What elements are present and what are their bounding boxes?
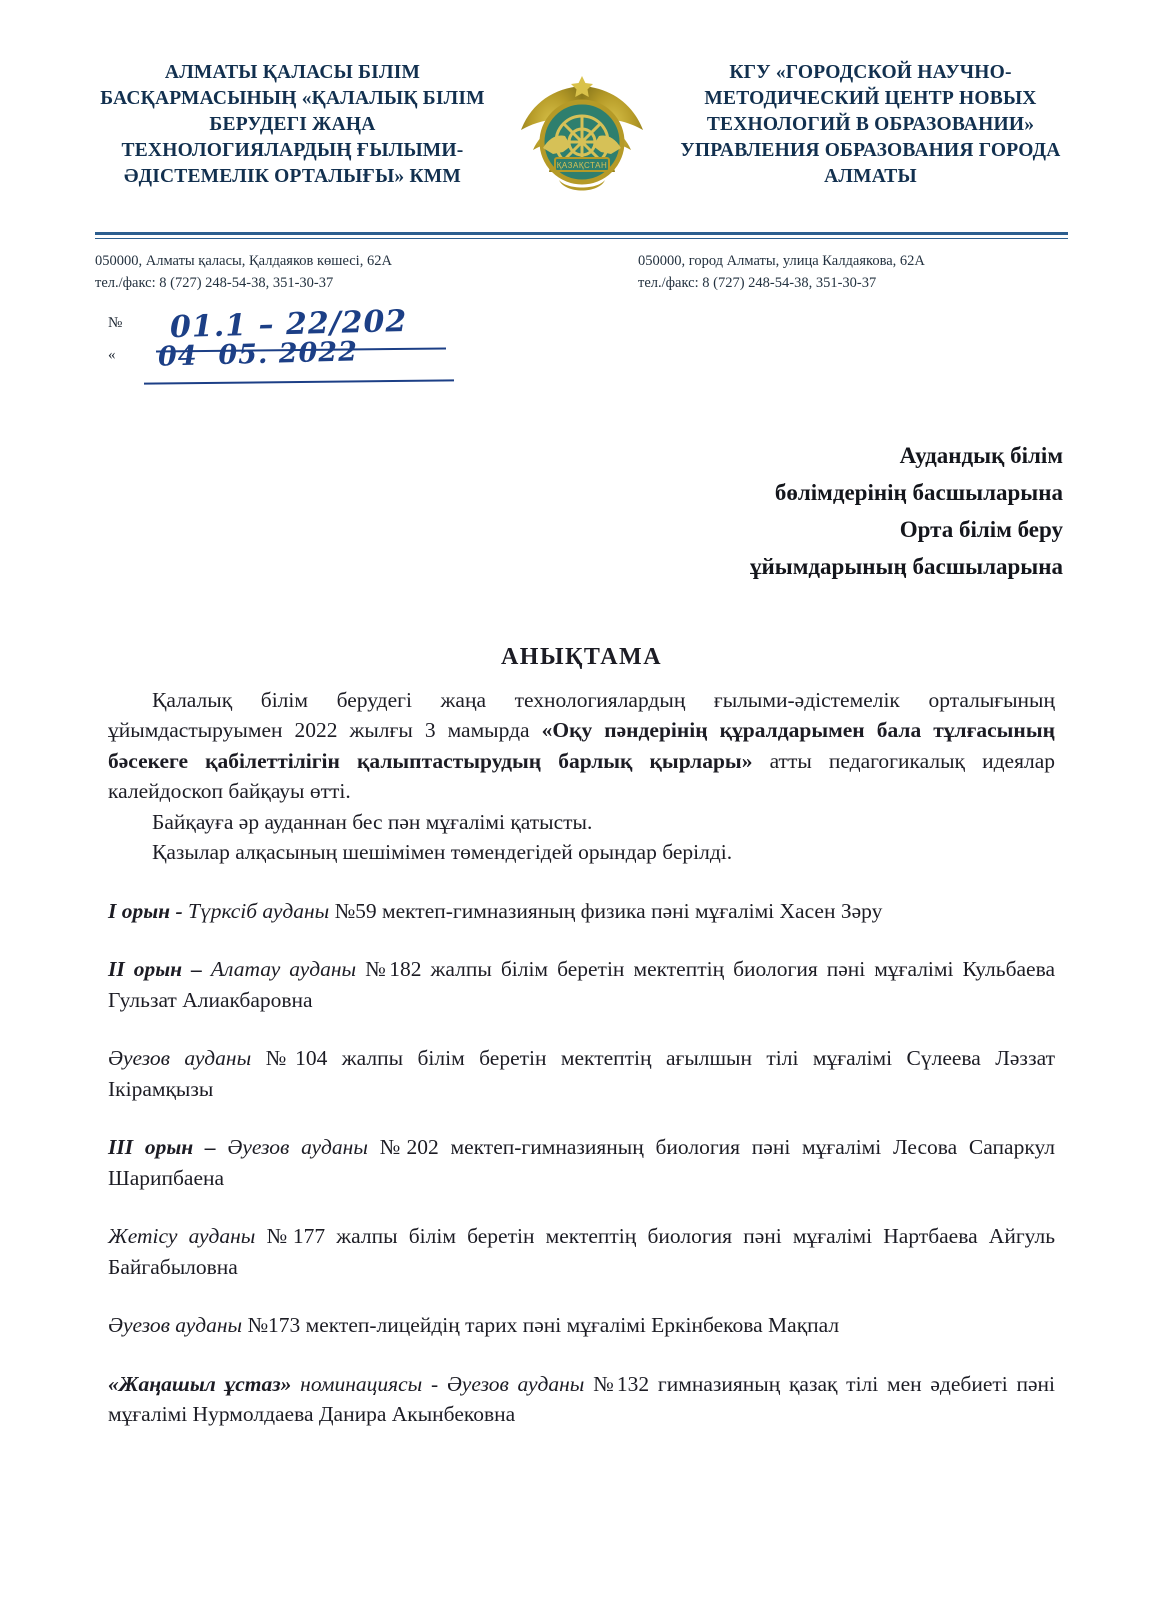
award-nomination-7: «Жаңашыл ұстаз» [108, 1371, 301, 1396]
contacts-row [0, 239, 1163, 295]
intro-paragraph [108, 685, 1055, 807]
header-divider [95, 232, 1068, 239]
award-item [108, 1043, 1055, 1104]
award-district-4: Әуезов ауданы [227, 1135, 380, 1160]
phone-ru: тел./факс: 8 (727) 248-54-38, 351-30-37 [638, 274, 877, 291]
addressee-line-2: бөлімдерінің басшыларына [774, 479, 1063, 505]
registration-number-value: 01.1 – 22/202 [169, 303, 408, 345]
intro-text-part1: Қалалық білім берудегі жаңа технологиялардың ғылыми-әдістемелік орталығының ұйымдастыруымен 2022 жылғы 3 мамырда [108, 687, 1055, 743]
registration-date-rule [144, 379, 454, 384]
participants-paragraph: Байқауға әр ауданнан бес пән мұғалімі қатысты. [152, 809, 593, 834]
contest-name: «Оқу пәндерінің құралдарымен бала тұлғасының бәсекеге қабілеттілігін қалыптастырудың барлық қырлары» [108, 718, 1055, 773]
award-detail-7: №132 гимназияның қазақ тілі мен әдебиеті пәні мұғалімі Нурмолдаева Данира Акынбековна [108, 1371, 1056, 1427]
award-detail-2: №182 жалпы білім беретін мектептің биология пәні мұғалімі Кульбаева Гульзат Алиакбаровна [108, 957, 1056, 1012]
intro-text-part2: атты педагогикалық идеялар калейдоскоп байқауы өтті. [108, 748, 1055, 804]
award-item [108, 1310, 1055, 1341]
award-detail-3: №104 жалпы білім беретін мектептің ағылшын тілі мұғалімі Сүлеева Ләззат Ікірамқызы [108, 1046, 1055, 1101]
award-district-1: Түрксіб ауданы [188, 898, 335, 923]
award-detail-6: №173 мектеп-лицейдің тарих пәні мұғалімі Еркінбекова Мақпал [247, 1313, 840, 1338]
address-kk: 050000, Алматы қаласы, Қалдаяков көшесі, 62А [95, 253, 392, 269]
addressee-line-1: Аудандық білім [899, 442, 1063, 468]
award-item [108, 954, 1055, 1015]
award-place-1: I орын - [108, 898, 189, 923]
award-district-3: Әуезов ауданы [108, 1046, 266, 1071]
addressee-block [0, 437, 1063, 586]
award-item [108, 1132, 1055, 1193]
award-detail-1: №59 мектеп-гимназияның физика пәні мұғалімі Хасен Зәру [334, 898, 883, 923]
document-title: АНЫҚТАМА [500, 643, 663, 670]
registration-block [108, 303, 508, 389]
award-district-6: Әуезов ауданы [108, 1313, 248, 1338]
document-body [0, 685, 1163, 1430]
award-item [108, 896, 1055, 927]
kazakhstan-coat-of-arms-emblem [507, 62, 657, 212]
award-district-7: номинациясы - Әуезов ауданы [300, 1371, 594, 1396]
organization-title-kk: АЛМАТЫ ҚАЛАСЫ БІЛІМ БАСҚАРМАСЫНЫҢ «ҚАЛАЛЫҚ БІЛІМ БЕРУДЕГІ ЖАҢА ТЕХНОЛОГИЯЛАРДЫҢ ҒЫЛЫМИ-ӘДІСТЕМЕЛІК ОРТАЛЫҒЫ» КММ [100, 62, 485, 187]
award-detail-5: №177 жалпы білім беретін мектептің биология пәні мұғалімі Нартбаева Айгуль Байгабыловна [108, 1224, 1055, 1279]
addressee-line-3: Орта білім беру [899, 517, 1063, 542]
award-district-5: Жетісу ауданы [108, 1224, 267, 1249]
award-district-2: Алатау ауданы [210, 957, 366, 982]
registration-number-label: № [108, 314, 123, 331]
registration-date-prefix: « [108, 346, 116, 363]
letterhead [0, 0, 1163, 212]
award-place-4: III орын – [108, 1135, 228, 1160]
award-item [108, 1221, 1055, 1282]
addressee-line-4: ұйымдарының басшыларына [750, 554, 1063, 580]
organization-title-ru: КГУ «ГОРОДСКОЙ НАУЧНО-МЕТОДИЧЕСКИЙ ЦЕНТР НОВЫХ ТЕХНОЛОГИЙ В ОБРАЗОВАНИИ» УПРАВЛЕНИЯ ОБРАЗОВАНИЯ ГОРОДА АЛМАТЫ [680, 62, 1061, 187]
award-place-2: II орын – [108, 957, 211, 982]
address-ru: 050000, город Алматы, улица Калдаякова, 62А [638, 253, 925, 269]
award-detail-4: №202 мектеп-гимназияның биология пәні мұғалімі Лесова Сапаркул Шарипбаена [108, 1135, 1055, 1190]
award-item [108, 1369, 1055, 1430]
results-paragraph: Қазылар алқасының шешімімен төмендегідей орындар берілді. [152, 840, 733, 865]
svg-text:ҚАЗАҚСТАН: ҚАЗАҚСТАН [556, 161, 607, 170]
phone-kk: тел./факс: 8 (727) 248-54-38, 351-30-37 [95, 274, 334, 291]
registration-date-value: 04 05. 2022 [157, 335, 359, 373]
